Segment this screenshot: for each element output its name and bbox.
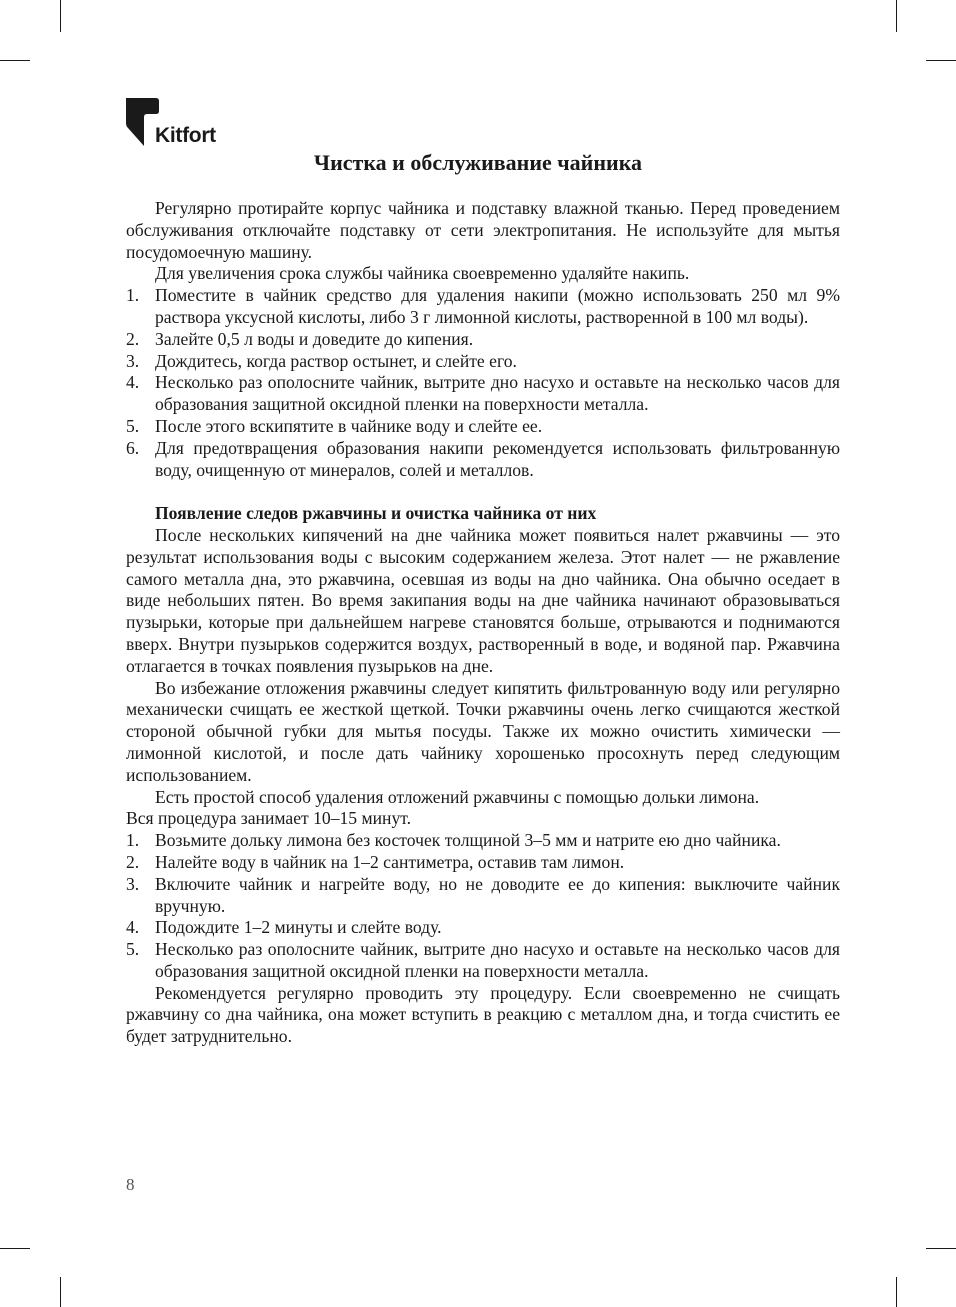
paragraph: Для увеличения срока службы чайника своевременно удаляйте накипь.	[155, 263, 690, 284]
paragraph: После нескольких кипячений на дне чайника может появиться налет ржавчины — это результат использования воды с высоким содержанием железа. Этот налет — не ржавление самого металла дна, это ржавчина, осевшая из воды на дно чайника. Она обычно оседает в виде небольших пятен. Во время закипания воды на дне чайника начинают образовываться пузырьки, которые при дальнейшем нагреве становятся больше, отрываются и поднимаются вверх. Внутри пузырьков содержится воздух, растворенный в воде, и водяной пар. Ржавчина отлагается в точках появления пузырьков на дне.	[126, 524, 840, 676]
paragraph: Регулярно протирайте корпус чайника и подставку влажной тканью. Перед проведением обслуживания отключайте подставку от сети электропитания. Не используйте для мытья посудомоечную машину.	[126, 198, 840, 262]
list-item: 1. Возьмите дольку лимона без косточек толщиной 3–5 мм и натрите ею дно чайника.	[126, 830, 781, 851]
list-item: 2. Налейте воду в чайник на 1–2 сантиметра, оставив там лимон.	[126, 851, 625, 872]
crop-mark	[896, 1277, 897, 1307]
rust-removal-steps-list	[126, 830, 840, 983]
list-item: 4. Несколько раз ополосните чайник, вытрите дно насухо и оставьте на несколько часов для образования защитной оксидной пленки на поверхности металла.	[126, 372, 840, 415]
page-title: Чистка и обслуживание чайника	[313, 150, 643, 175]
paragraph: Есть простой способ удаления отложений ржавчины с помощью дольки лимона.	[155, 786, 760, 807]
paragraph: Во избежание отложения ржавчины следует кипятить фильтрованную воду или регулярно механически счищать ее жесткой щеткой. Точки ржавчины очень легко счищаются жесткой стороной обычной губки для мытья посуды. Также их можно очистить химически — лимонной кислотой, и после дать чайнику хорошенько просохнуть перед следующим использованием.	[126, 677, 840, 785]
list-item: 1. Поместите в чайник средство для удаления накипи (можно использовать 250 мл 9% раствора уксусной кислоты, либо 3 г лимонной кислоты, растворенной в 100 мл воды).	[126, 285, 840, 327]
crop-mark	[60, 1277, 61, 1307]
crop-mark	[0, 1248, 30, 1249]
section-heading: Появление следов ржавчины и очистка чайника от них	[155, 503, 597, 524]
crop-mark	[926, 1248, 956, 1249]
crop-mark	[60, 0, 61, 32]
document-body	[126, 198, 840, 1048]
list-item: 5. Несколько раз ополосните чайник, вытрите дно насухо и оставьте на несколько часов для образования защитной оксидной пленки на поверхности металла.	[126, 939, 840, 981]
page-number: 8	[126, 1175, 135, 1194]
descaling-steps-list	[126, 285, 840, 481]
list-item: 4. Подождите 1–2 минуты и слейте воду.	[126, 917, 442, 938]
paragraph: Рекомендуется регулярно проводить эту процедуру. Если своевременно не счищать ржавчину со дна чайника, она может вступить в реакцию с металлом дна, и тогда счистить ее будет затруднительно.	[126, 982, 840, 1047]
paragraph: Вся процедура занимает 10–15 минут.	[126, 808, 412, 829]
list-item: 2. Залейте 0,5 л воды и доведите до кипения.	[126, 328, 474, 349]
crop-mark	[896, 0, 897, 32]
section-spacer	[126, 481, 840, 503]
list-item: 3. Дождитесь, когда раствор остынет, и слейте его.	[126, 350, 517, 371]
list-item: 3. Включите чайник и нагрейте воду, но не доводите ее до кипения: выключите чайник вручную.	[126, 873, 840, 916]
crop-mark	[926, 60, 956, 61]
list-item: 6. Для предотвращения образования накипи рекомендуется использовать фильтрованную воду, очищенную от минералов, солей и металлов.	[126, 437, 840, 480]
crop-mark	[0, 60, 30, 61]
list-item: 5. После этого вскипятите в чайнике воду и слейте ее.	[126, 415, 543, 436]
brand-name: Kitfort	[155, 124, 216, 147]
